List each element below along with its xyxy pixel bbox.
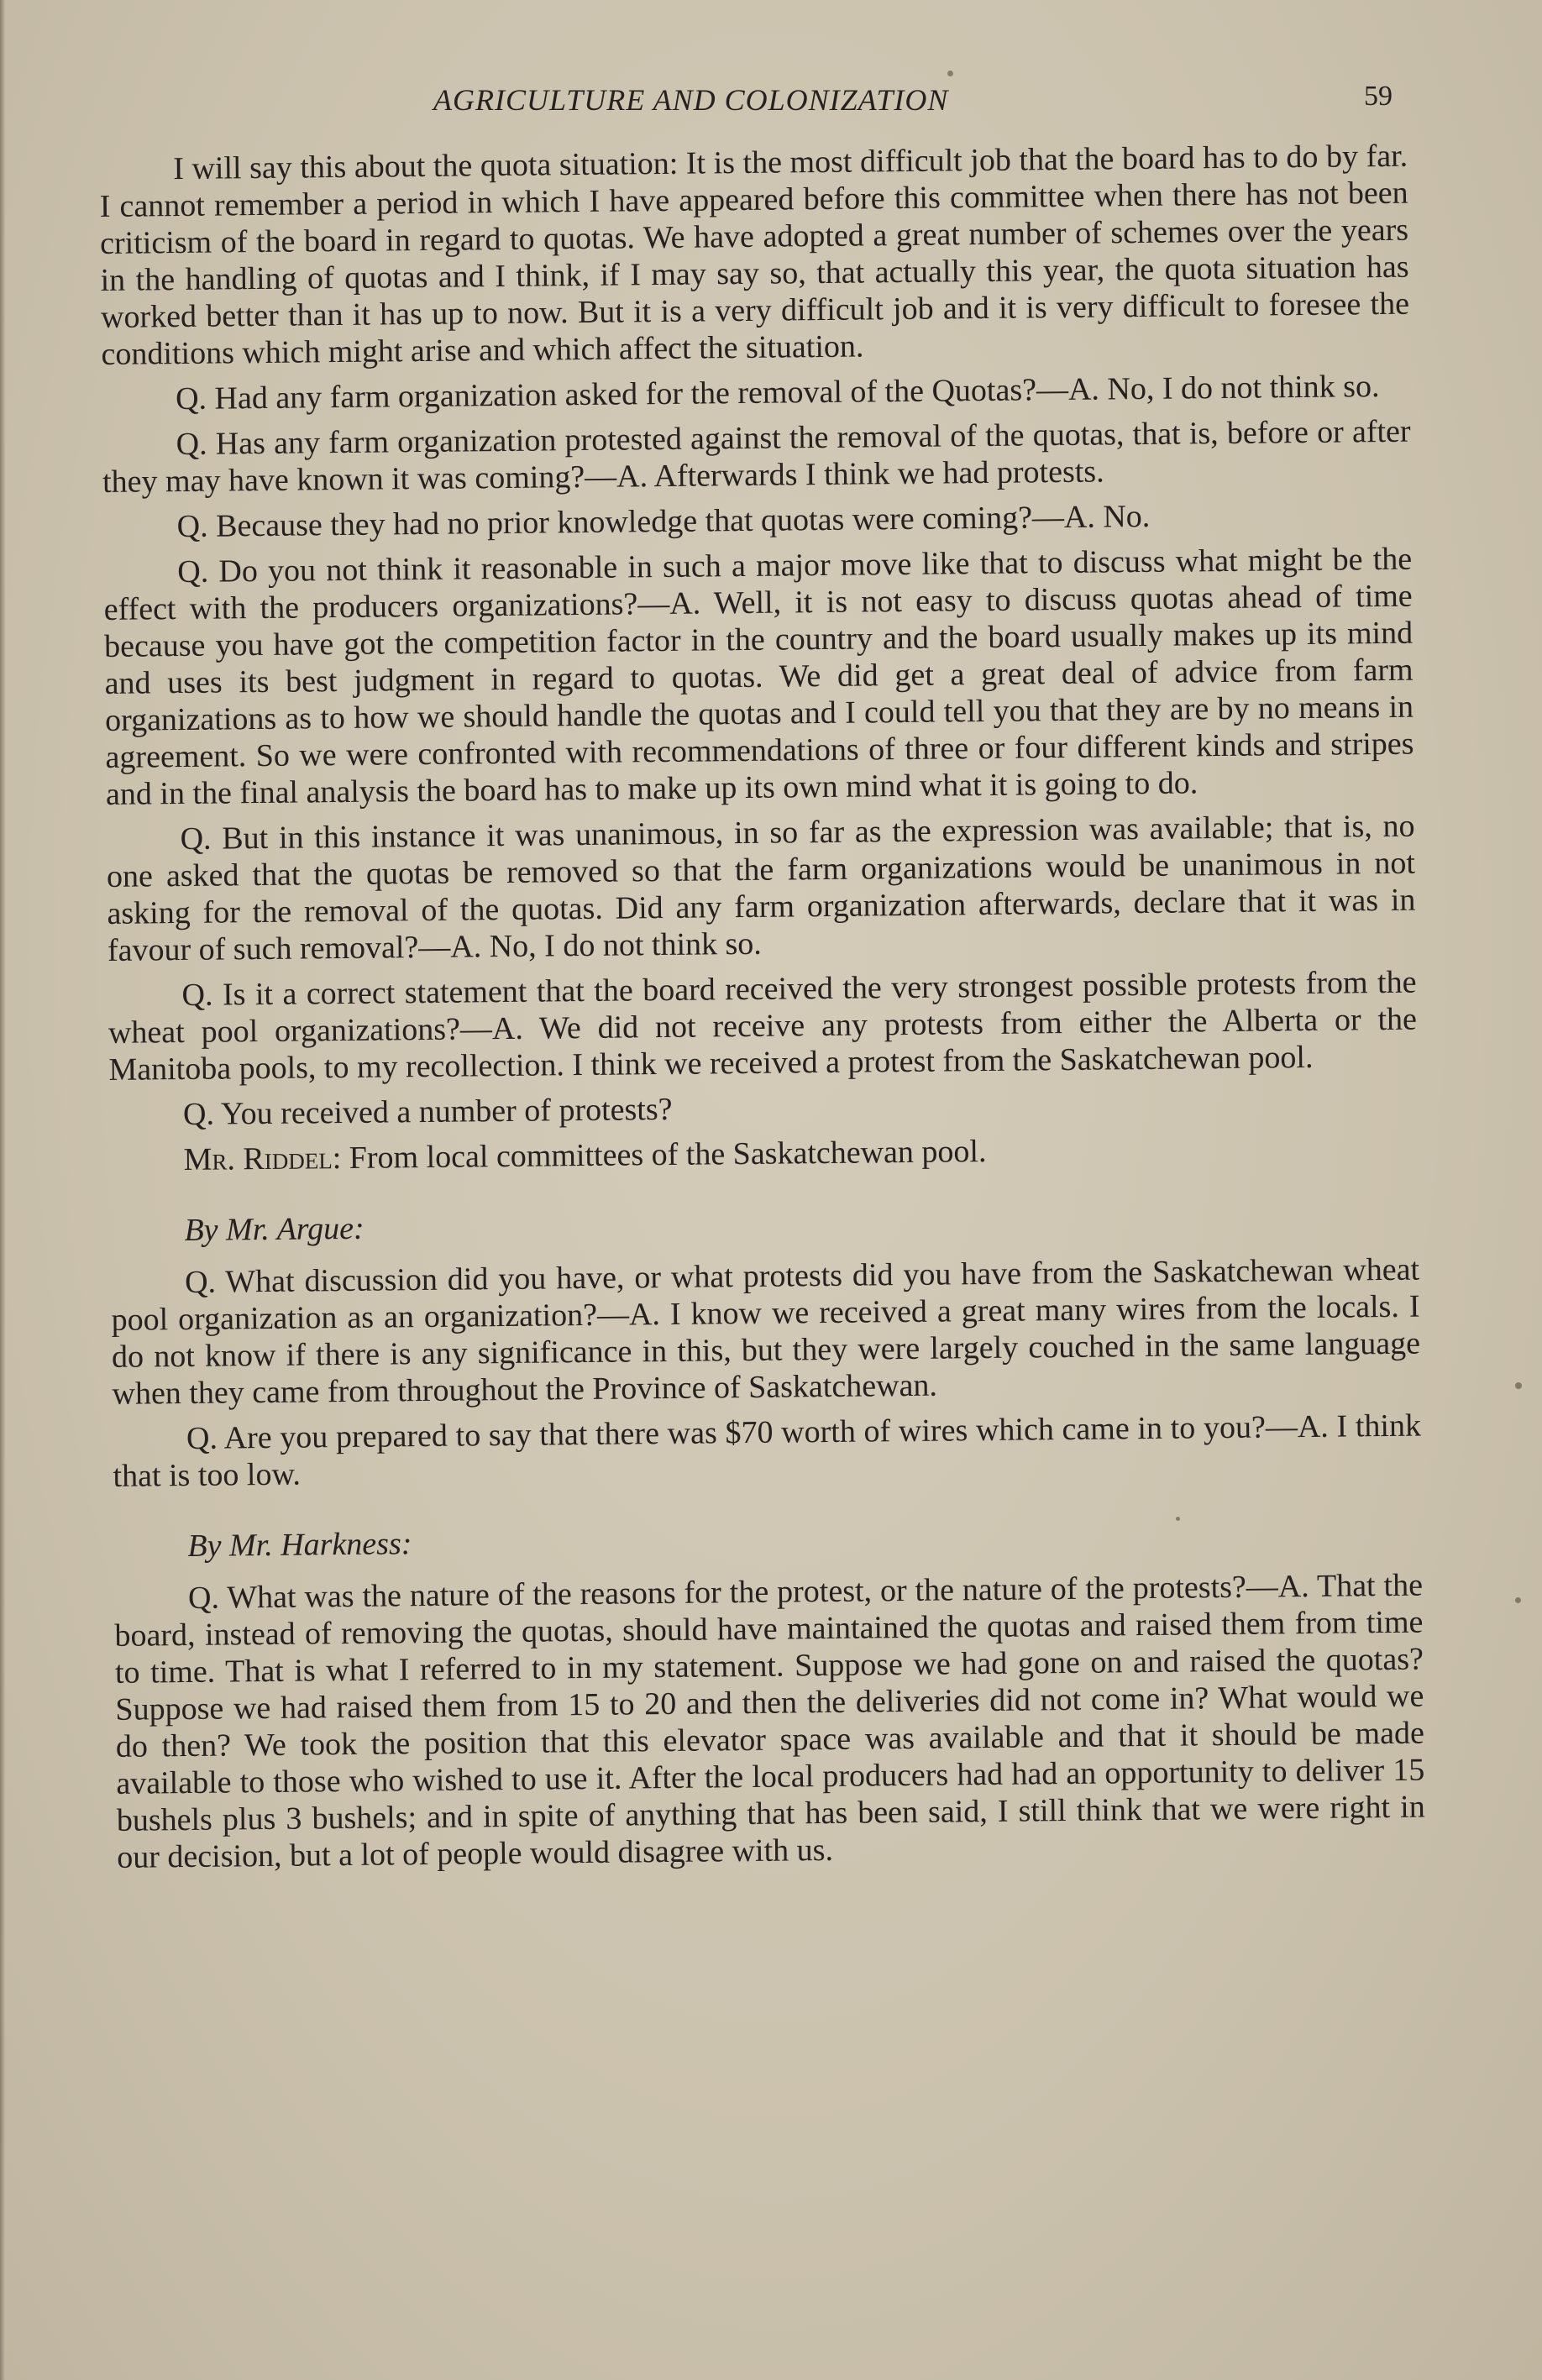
paragraph: Q. You received a number of protests? xyxy=(182,1091,673,1133)
paragraph: I will say this about the quota situation: It is the most difficult job that the board has to do by far. I cannot remember a period in which I have appeared before this committee when there has not been criticism of the board in regard to quotas. We have adopted a great number of schemes over the years in the handling of quotas and I think, if I may say so, that actually this year, the quota situation has worked better than it has up to now. But it is a very difficult job and it is very difficult to foresee the conditions which might arise and which affect the situation. xyxy=(99,138,1410,372)
paper-speck xyxy=(1515,1597,1521,1603)
speaker-name: Mr. Riddel: xyxy=(183,1140,342,1178)
body-text xyxy=(99,138,1425,1876)
paragraph: Q. What discussion did you have, or what protests did you have from the Saskatchewan wheat pool organization as an organization?—A. I know we received a great many wires from the locals. I do not know if there is any significance in this, but they were largely couched in the same language when they came from throughout the Province of Saskatchewan. xyxy=(111,1251,1421,1412)
page-edge-shadow xyxy=(0,0,5,2380)
section-heading-harkness: By Mr. Harkness: xyxy=(187,1526,412,1564)
paragraph: Q. Do you not think it reasonable in such a major move like that to discuss what might be the effect with the producers organizations?—A. Well, it is not easy to discuss quotas ahead of time because you have got the competition factor in the country and the board usually makes up its mind and uses its best judgment in regard to quotas. We did get a great deal of advice from farm organizations as to how we should handle the quotas and I could tell you that they are by no means in agreement. So we were confronted with recommendations of three or four different kinds and stripes and in the final analysis the board has to make up its own mind what it is going to do. xyxy=(103,541,1414,812)
paragraph: Q. Are you prepared to say that there was $70 worth of wires which came in to you?—A. I think that is too low. xyxy=(113,1408,1422,1494)
section-heading-argue: By Mr. Argue: xyxy=(184,1210,365,1249)
paragraph: Q. Has any farm organization protested against the removal of the quotas, that is, before or after they may have known it was coming?—A. Afterwards I think we had protests. xyxy=(102,413,1411,500)
running-title: AGRICULTURE AND COLONIZATION xyxy=(433,83,949,117)
page-header xyxy=(0,82,1542,124)
paper-speck xyxy=(947,71,953,76)
paragraph: Q. Is it a correct statement that the board received the very strongest possible protests from the wheat pool organizations?—A. We did not receive any protests from either the Alberta or the Manitoba pools, to my recollection. I think we received a protest from the Saskatchewan pool. xyxy=(108,964,1418,1088)
paragraph: Q. What was the nature of the reasons for the protest, or the nature of the protests?—A. That the board, instead of removing the quotas, should have maintained the quotas and raised them from time to time. That is what I referred to in my statement. Suppose we had gone on and raised the quotas? Suppose we had raised them from 15 to 20 and then the deliveries did not come in? What would we do then? We took the position that this elevator space was available and that it should be made available to those who wished to use it. After the local producers had had an opportunity to deliver 15 bushels plus 3 bushels; and in spite of anything that has been said, I still think that we were right in our decision, but a lot of people would disagree with us. xyxy=(114,1567,1425,1875)
paragraph: Q. But in this instance it was unanimous, in so far as the expression was available; that is, no one asked that the quotas be removed so that the farm organizations would be unanimous in not asking for the removal of the quotas. Did any farm organization afterwards, declare that it was in favour of such removal?—A. No, I do not think so. xyxy=(106,808,1416,968)
page-number: 59 xyxy=(1364,81,1393,112)
paragraph: Q. Had any farm organization asked for the removal of the Quotas?—A. No, I do not think so. xyxy=(175,369,1380,417)
speaker-text: From local committees of the Saskatchewan pool. xyxy=(341,1134,987,1177)
paper-speck xyxy=(1176,1517,1180,1521)
paragraph: Q. Because they had no prior knowledge that quotas were coming?—A. No. xyxy=(176,498,1151,545)
speaker-statement xyxy=(109,1129,1418,1179)
paper-speck xyxy=(1515,1382,1522,1389)
